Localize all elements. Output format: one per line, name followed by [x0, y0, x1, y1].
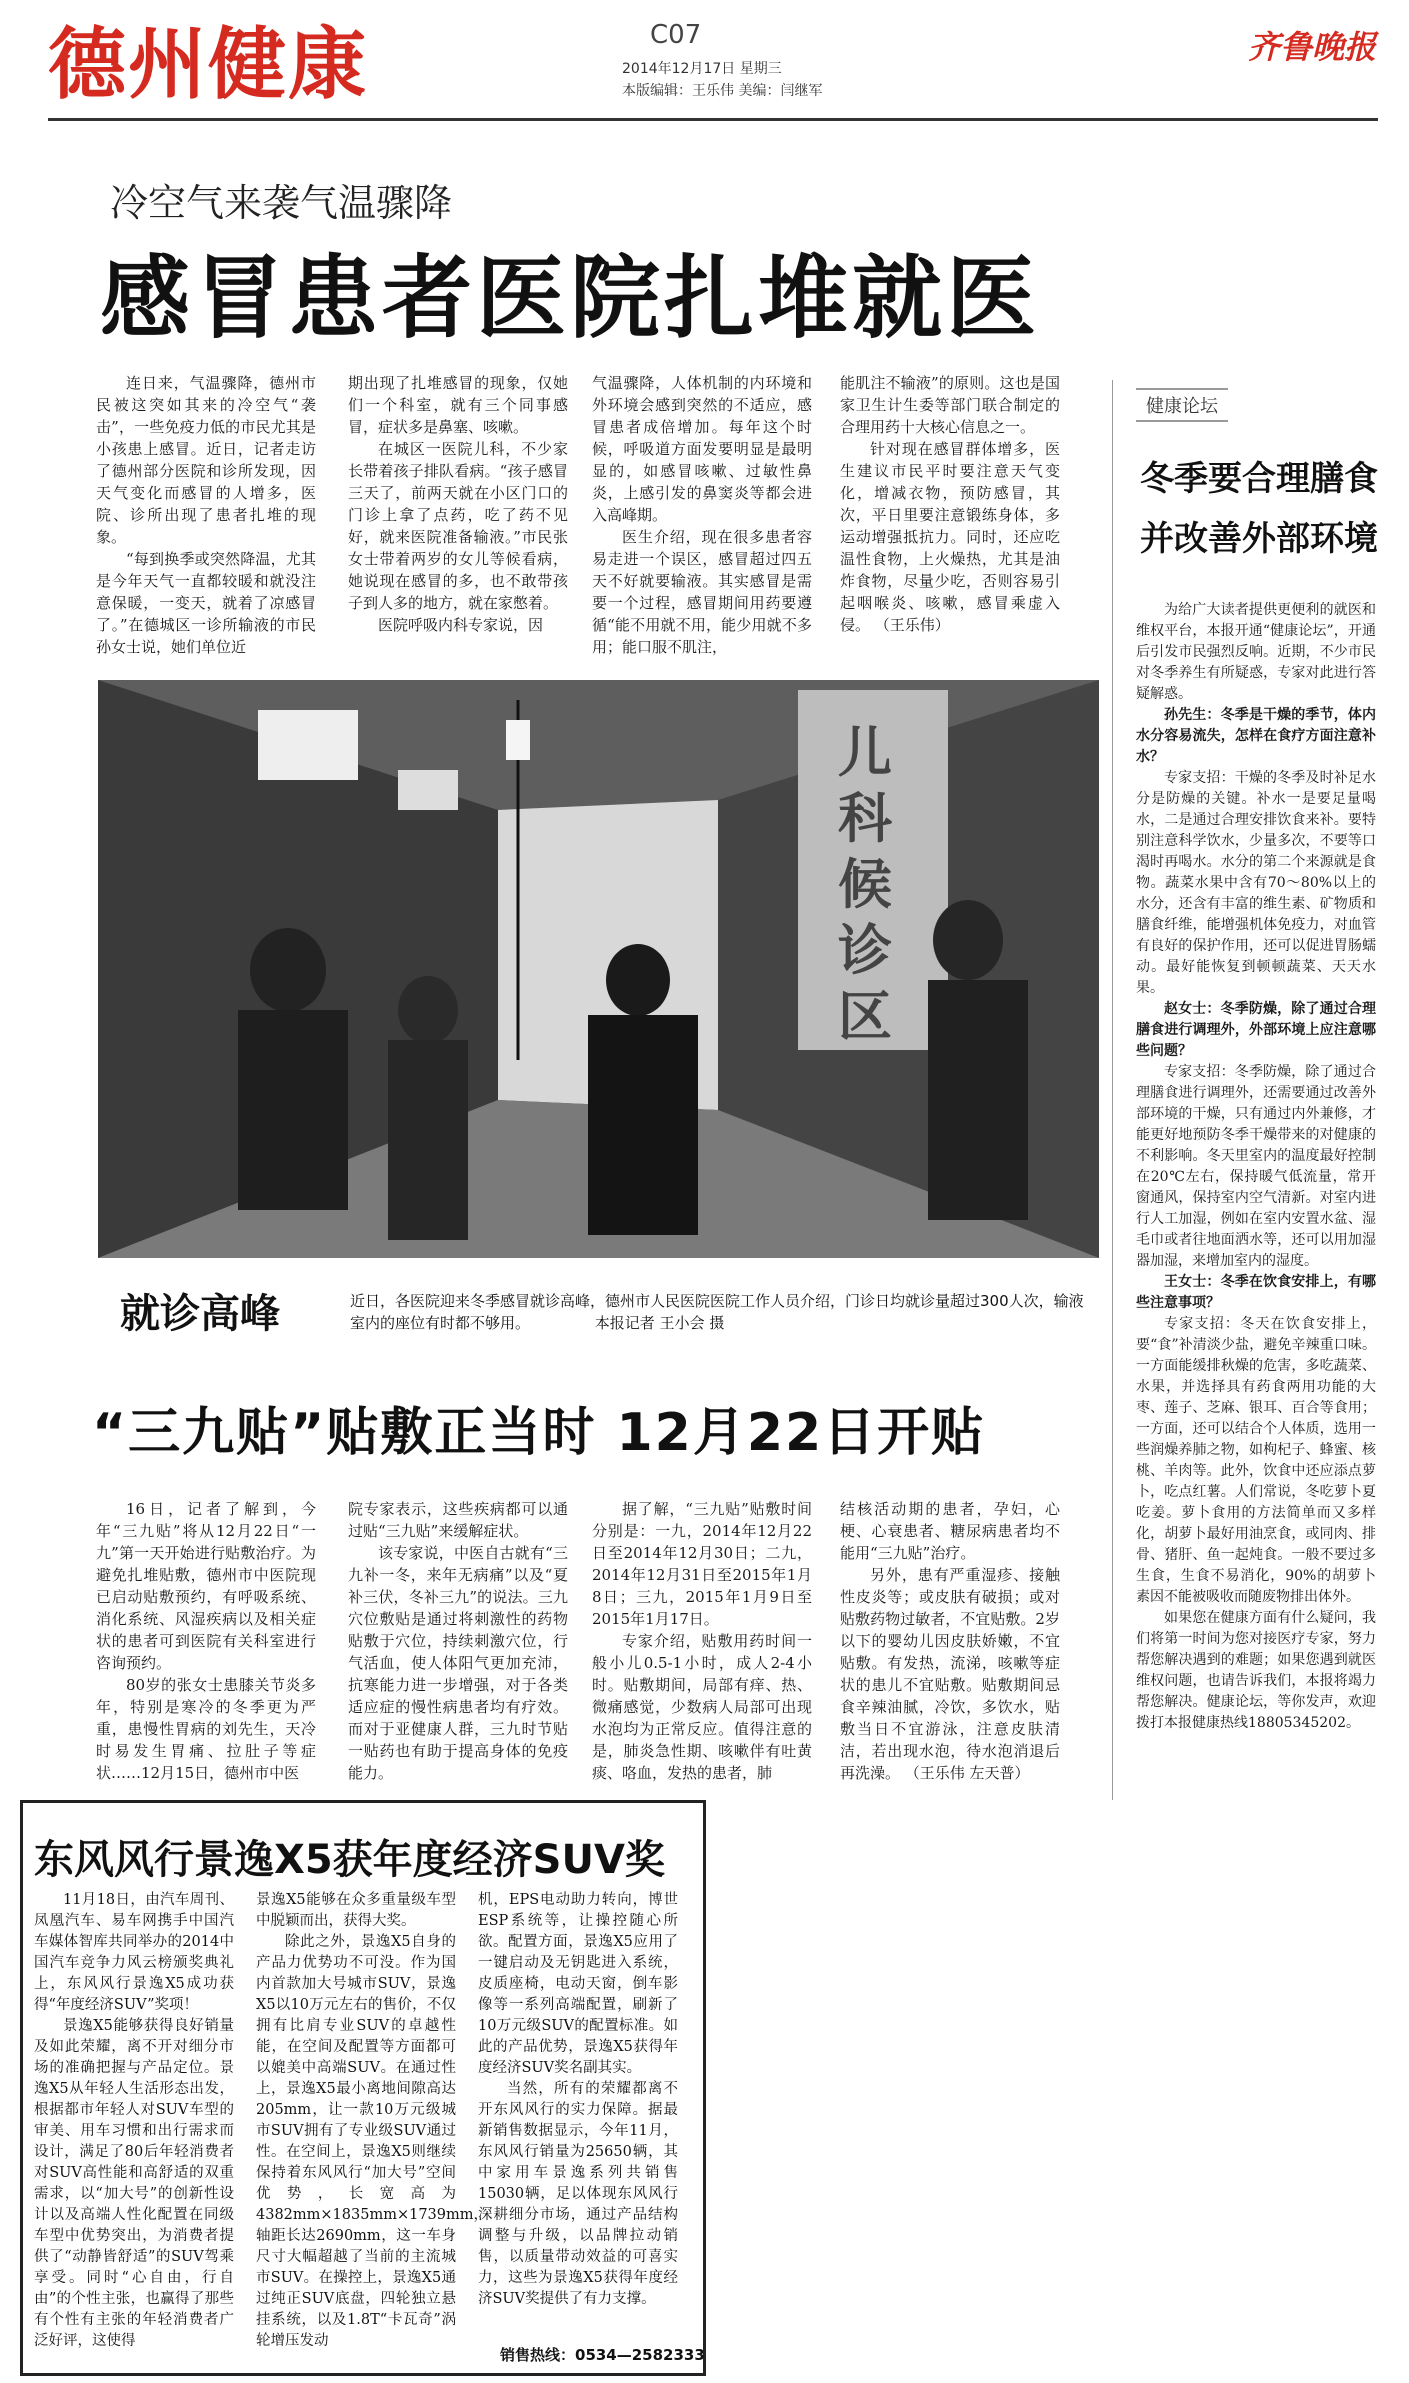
paragraph: 80岁的张女士患膝关节炎多年，特别是寒冷的冬季更为严重，患慢性胃病的刘先生，天冷时易发生胃痛、拉肚子等症状……12月15日，德州市中医 [96, 1676, 316, 1782]
ad-column-3 [478, 1890, 678, 2310]
ward-sign: 儿科候诊区 [838, 721, 892, 1048]
paragraph: 该专家说，中医自古就有“三九补一冬，来年无病痛”以及“夏补三伏，冬补三九”的说法。三九穴位敷贴是通过将刺激性的药物贴敷于穴位，持续刺激穴位，行气活血，使人体阳气更加充沛，抗寒能力进一步增强，对于各类适应症的慢性病患者均有疗效。而对于亚健康人群，三九时节贴一贴药也有助于提高身体的免疫能力。 [348, 1544, 568, 1782]
editors-line: 本版编辑：王乐伟 美编：闫继军 [622, 83, 823, 99]
answer: 专家支招：冬季防燥，除了通过合理膳食进行调理外，还需要通过改善外部环境的干燥，只有通过内外兼修，才能更好地预防冬季干燥带来的对健康的不利影响。冬天里室内的温度最好控制在20℃左右，保持暖气低流量，常开窗通风，保持室内空气清新。对室内进行人工加湿，例如在室内安置水盆、湿毛巾或者往地面洒水等，还可以用加湿器加湿，来增加室内的湿度。 [1136, 1064, 1376, 1269]
caption-text: 近日，各医院迎来冬季感冒就诊高峰，德州市人民医院医院工作人员介绍，门诊日均就诊量超过300人次，输液室内的座位有时都不够用。 [350, 1292, 1084, 1332]
paragraph: 除此之外，景逸X5自身的产品力优势功不可没。作为国内首款加大号城市SUV，景逸X5以10万元左右的售价，不仅拥有比肩专业SUV的卓越性能，在空间及配置等方面都可以媲美中高端SUV。在通过性上，景逸X5最小离地间隙高达205mm，让一款10万元级城市SUV拥有了专业级SUV通过性。在空间上，景逸X5则继续保持着东风风行“加大号”空间优势，长宽高为4382mm×1835mm×1739mm，轴距长达2690mm，这一车身尺寸大幅超越了当前的主流城市SUV。在操控上，景逸X5通过纯正SUV底盘，四轮独立悬挂系统，以及1.8T“卡瓦奇”涡轮增压发动 [256, 1934, 488, 2349]
paragraph: 能肌注不输液”的原则。这也是国家卫生计生委等部门联合制定的合理用药十大核心信息之一。 [840, 374, 1060, 436]
advertorial-headline: 东风风行景逸X5获年度经济SUV奖 [34, 1837, 665, 1883]
article2-column-4 [840, 1498, 1060, 1784]
paragraph: 针对现在感冒群体增多，医生建议市民平时要注意天气变化，增减衣物，预防感冒，其次，平日里要注意锻练身体，多运动增强抵抗力。同时，还应吃温性食物，上火燥热，尤其是油炸食物，尽量少吃，否则容易引起咽喉炎、咳嗽，感冒乘虚入侵。 （王乐伟） [840, 440, 1060, 634]
paragraph: 景逸X5能够在众多重量级车型中脱颖而出，获得大奖。 [256, 1892, 456, 1929]
question: 王女士：冬季在饮食安排上，有哪些注意事项？ [1136, 1274, 1376, 1311]
photo-caption [350, 1290, 1090, 1334]
newspaper-logo: 齐鲁晚报 [1248, 28, 1377, 66]
photo-credit: 本报记者 王小会 摄 [594, 1314, 725, 1332]
question: 孙先生：冬季是干燥的季节，体内水分容易流失，怎样在食疗方面注意补水？ [1136, 707, 1376, 765]
paragraph: 机，EPS电动助力转向，博世ESP系统等，让操控随心所欲。配置方面，景逸X5应用了一键启动及无钥匙进入系统，皮质座椅，电动天窗，倒车影像等一系列高端配置，刷新了10万元级SUV的配置标准。如此的产品优势，景逸X5获得年度经济SUV奖名副其实。 [478, 1892, 678, 2076]
article2-headline: “三九贴”贴敷正当时 12月22日开贴 [92, 1403, 986, 1463]
sidebar-title-line1: 冬季要合理膳食 [1140, 459, 1378, 499]
paragraph: “每到换季或突然降温，尤其是今年天气一直都较暖和就没注意保暖，一变天，就着了凉感冒了。”在德城区一诊所输液的市民孙女士说，她们单位近 [96, 550, 316, 656]
paragraph: 如果您在健康方面有什么疑问，我们将第一时间为您对接医疗专家，努力帮您解决遇到的难题；如果您遇到就医维权问题，也请告诉我们，本报将竭力帮您解决。健康论坛，等你发声，欢迎拨打本报健康热线18805345202。 [1136, 1610, 1376, 1731]
lead-kicker: 冷空气来袭气温骤降 [110, 181, 453, 225]
sidebar-title-line2: 并改善外部环境 [1140, 519, 1378, 559]
paragraph: 为给广大读者提供更便利的就医和维权平台，本报开通“健康论坛”，开通后引发市民强烈反响。近期，不少市民对冬季养生有所疑惑，专家对此进行答疑解惑。 [1136, 602, 1376, 702]
paragraph: 医院呼吸内科专家说，因 [378, 616, 544, 634]
paragraph: 在城区一医院儿科，不少家长带着孩子排队看病。“孩子感冒三天了，前两天就在小区门口的门诊上拿了点药，吃了药不见好，就来医院准备输液。”市民张女士带着两岁的女儿等候看病，她说现在感冒的多，也不敢带孩子到人多的地方，就在家憋着。 [348, 440, 568, 612]
lead-column-3 [592, 372, 812, 658]
paragraph: 专家介绍，贴敷用药时间一般小儿0.5-1小时，成人2-4小时。贴敷期间，局部有痒、热、微痛感觉，少数病人局部可出现水泡均为正常反应。值得注意的是，肺炎急性期、咳嗽伴有吐黄痰、咯血，发热的患者，肺 [592, 1632, 812, 1782]
paragraph: 16日，记者了解到，今年“三九贴”将从12月22日“一九”第一天开始进行贴敷治疗。为避免扎堆贴敷，德州市中医院现已启动贴敷预约，有呼吸系统、消化系统、风湿疾病以及相关症状的患者可到医院有关科室进行咨询预约。 [96, 1500, 316, 1672]
paragraph: 11月18日，由汽车周刊、凤凰汽车、易车网携手中国汽车媒体智库共同举办的2014中国汽车竞争力风云榜颁奖典礼上，东风风行景逸X5成功获得“年度经济SUV”奖项！ [34, 1892, 234, 2013]
answer: 专家支招：干燥的冬季及时补足水分是防燥的关键。补水一是要足量喝水，二是通过合理安排饮食来补。要特别注意科学饮水，少量多次，不要等口渴时再喝水。水分的第二个来源就是食物。蔬菜水果中含有70～80%以上的水分，还含有丰富的维生素、矿物质和膳食纤维，能增强机体免疫力，对血管有良好的保护作用，还可以促进胃肠蠕动。最好能恢复到顿顿蔬菜、天天水果。 [1136, 770, 1376, 996]
dateline: 2014年12月17日 星期三 [622, 61, 782, 77]
ad-column-2 [256, 1890, 488, 2352]
article2-column-2 [348, 1498, 568, 1784]
question: 赵女士：冬季防燥，除了通过合理膳食进行调理外，外部环境上应注意哪些问题？ [1136, 1001, 1376, 1059]
photo-illustration [98, 680, 1099, 1258]
paragraph: 景逸X5能够获得良好销量及如此荣耀，离不开对细分市场的准确把握与产品定位。景逸X5从年轻人生活形态出发，根据都市年轻人对SUV车型的审美、用车习惯和出行需求而设计，满足了80后年轻消费者对SUV高性能和高舒适的双重需求，以“加大号”的创新性设计以及高端人性化配置在同级车型中优势突出，为消费者提供了“动静皆舒适”的SUV驾乘享受。同时“心自由，行自由”的个性主张，也赢得了那些有个性有主张的年轻消费者广泛好评，这使得 [34, 2018, 234, 2349]
lead-column-1 [96, 372, 316, 658]
paragraph: 院专家表示，这些疾病都可以通过贴“三九贴”来缓解症状。 [348, 1500, 568, 1540]
answer: 专家支招：冬天在饮食安排上，要“食”补清淡少盐，避免辛辣重口味。一方面能缓排秋燥的危害，多吃蔬菜、水果，并选择具有药食两用功能的大枣、莲子、芝麻、银耳、百合等食用；一方面，还可以结合个人体质，选用一些润燥养肺之物，如枸杞子、蜂蜜、核桃、羊肉等。此外，饮食中还应添点萝卜，吃点红薯。人们常说，冬吃萝卜夏吃姜。萝卜食用的方法简单而又多样化，胡萝卜最好用油烹食，或同肉、排骨、猪肝、鱼一起炖食。一般不要过多生食，生食不易消化，90%的胡萝卜素因不能被吸收而随废物排出体外。 [1136, 1316, 1376, 1605]
paragraph: 另外，患有严重湿疹、接触性皮炎等；或皮肤有破损；或对贴敷药物过敏者，不宜贴敷。2岁以下的婴幼儿因皮肤娇嫩，不宜贴敷。有发热，流涕，咳嗽等症状的患儿不宜贴敷。贴敷期间忌食辛辣油腻，冷饮，多饮水，贴敷当日不宜游泳，注意皮肤清洁，若出现水泡，待水泡消退后再洗澡。 （王乐伟 左天普） [840, 1566, 1060, 1782]
sidebar-divider [1112, 380, 1113, 1800]
lead-column-2 [348, 372, 568, 636]
paragraph: 结核活动期的患者，孕妇，心梗、心衰患者、糖尿病患者均不能用“三九贴”治疗。 [840, 1500, 1060, 1562]
sidebar-tag: 健康论坛 [1136, 388, 1228, 422]
article2-column-3 [592, 1498, 812, 1784]
paragraph: 期出现了扎堆感冒的现象，仅她们一个科室，就有三个同事感冒，症状多是鼻塞、咳嗽。 [348, 374, 568, 436]
masthead: 德州健康 [48, 20, 369, 110]
article2-column-1 [96, 1498, 316, 1784]
sales-hotline: 销售热线：0534—2582333 [500, 2346, 705, 2364]
lead-headline: 感冒患者医院扎堆就医 [100, 246, 1040, 351]
page-number: C07 [650, 20, 702, 50]
photo-caption-title: 就诊高峰 [120, 1291, 280, 1337]
sidebar-body [1136, 600, 1376, 1734]
paragraph: 医生介绍，现在很多患者容易走进一个误区，感冒超过四五天不好就要输液。其实感冒是需要一个过程，感冒期间用药要遵循“能不用就不用，能少用就不多用；能口服不肌注， [592, 528, 812, 656]
paragraph: 当然，所有的荣耀都离不开东风风行的实力保障。据最新销售数据显示，今年11月，东风风行销量为25650辆，其中家用车景逸系列共销售15030辆，足以体现东风风行深耕细分市场，通过产品结构调整与升级，以品牌拉动销售，以质量带动效益的可喜实力，这些为景逸X5获得年度经济SUV奖提供了有力支撑。 [478, 2081, 678, 2307]
ad-column-1 [34, 1890, 234, 2352]
header-rule [48, 118, 1378, 121]
paragraph: 连日来，气温骤降，德州市民被这突如其来的冷空气“袭击”，一些免疫力低的市民尤其是小孩患上感冒。近日，记者走访了德州部分医院和诊所发现，因天气变化而感冒的人增多，医院、诊所出现了患者扎堆的现象。 [96, 374, 316, 546]
hospital-corridor-photo [98, 680, 1099, 1258]
paragraph: 气温骤降，人体机制的内环境和外环境会感到突然的不适应，感冒患者成倍增加。每年这个时候，呼吸道方面发要明显是最明显的，如感冒咳嗽、过敏性鼻炎，上感引发的鼻窦炎等都会进入高峰期。 [592, 374, 812, 524]
lead-column-4 [840, 372, 1060, 636]
paragraph: 据了解，“三九贴”贴敷时间分别是：一九，2014年12月22日至2014年12月30日；二九，2014年12月31日至2015年1月8日；三九，2015年1月9日至2015年1月17日。 [592, 1500, 812, 1628]
